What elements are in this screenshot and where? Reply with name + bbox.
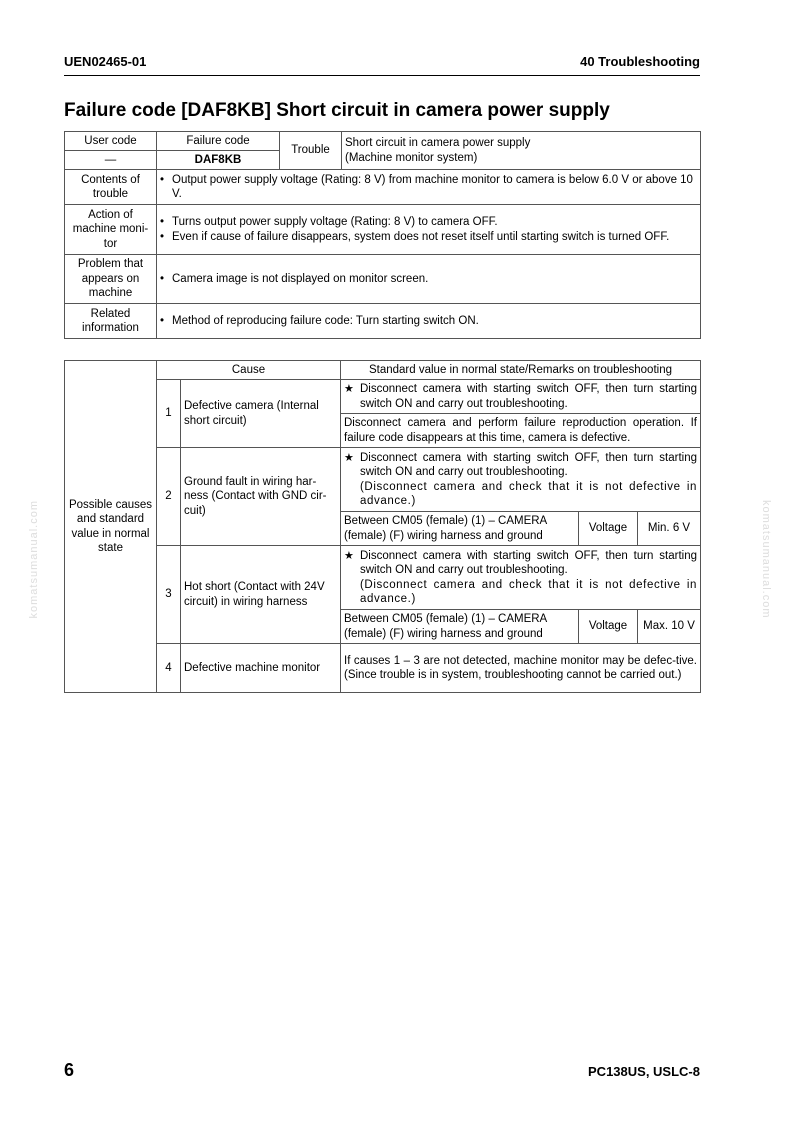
model-name: PC138US, USLC-8 [588, 1064, 700, 1079]
user-code-label: User code [65, 132, 157, 151]
cause-4-remark: If causes 1 – 3 are not detected, machine monitor may be defec-tive. (Since trouble is in system, troubleshooting cannot be carried out.) [341, 644, 701, 693]
cause-1-procedure: ★ Disconnect camera with starting switch OFF, then turn starting switch ON and carry out troubleshooting. [341, 380, 701, 414]
row-action-of-monitor: • Turns output power supply voltage (Rating: 8 V) to camera OFF. • Even if cause of failure disappears, system does not reset itself until starting switch is turned OFF. [157, 205, 701, 255]
star-icon: ★ [344, 451, 354, 464]
measurement-point: Between CM05 (female) (1) – CAMERA (female) (F) wiring harness and ground [341, 512, 579, 546]
watermark-left: komatsumanual.com [28, 500, 40, 619]
row-label-problem: Problem that appears on machine [65, 255, 157, 304]
page-title: Failure code [DAF8KB] Short circuit in camera power supply [64, 100, 610, 121]
standard-value: Max. 10 V [638, 610, 701, 644]
row-label-action: Action of machine moni-tor [65, 205, 157, 255]
possible-causes-table [64, 360, 701, 693]
row-contents-of-trouble: • Output power supply voltage (Rating: 8 V) from machine monitor to camera is below 6.0 V or above 10 V. [157, 170, 701, 205]
cause-number: 1 [157, 380, 181, 448]
row-label-contents: Contents of trouble [65, 170, 157, 205]
row-problem-on-machine: • Camera image is not displayed on monitor screen. [157, 255, 701, 304]
row-label-related: Related information [65, 304, 157, 339]
list-item: Output power supply voltage (Rating: 8 V) from machine monitor to camera is below 6.0 V or above 10 V. [172, 173, 693, 200]
cause-description: Ground fault in wiring har-ness (Contact with GND cir-cuit) [181, 448, 341, 546]
list-item: Camera image is not displayed on monitor screen. [172, 272, 429, 285]
cause-number: 3 [157, 546, 181, 644]
section-title: 40 Troubleshooting [580, 54, 700, 69]
failure-code-label: Failure code [157, 132, 280, 151]
cause-number: 2 [157, 448, 181, 546]
measurement-item: Voltage [579, 610, 638, 644]
cause-2-procedure: ★ Disconnect camera with starting switch OFF, then turn starting switch ON and carry out troubleshooting. (Disconnect camera and check that it is not defective in advance.) [341, 448, 701, 512]
trouble-label: Trouble [280, 132, 342, 170]
cause-3-procedure: ★ Disconnect camera with starting switch OFF, then turn starting switch ON and carry out troubleshooting. (Disconnect camera and check that it is not defective in advance.) [341, 546, 701, 610]
header-rule [64, 75, 700, 76]
cause-description: Defective machine monitor [181, 644, 341, 693]
failure-code-value: DAF8KB [157, 151, 280, 170]
cause-1-remark: Disconnect camera and perform failure reproduction operation. If failure code disappears at this time, camera is defective. [341, 414, 701, 448]
measurement-item: Voltage [579, 512, 638, 546]
list-item: Turns output power supply voltage (Rating: 8 V) to camera OFF. [172, 216, 498, 228]
failure-info-table [64, 131, 701, 339]
row-related-information: • Method of reproducing failure code: Turn starting switch ON. [157, 304, 701, 339]
standard-value: Min. 6 V [638, 512, 701, 546]
trouble-text-line-1: Short circuit in camera power supply [345, 137, 531, 149]
trouble-text-line-2: (Machine monitor system) [345, 151, 478, 164]
cause-description: Hot short (Contact with 24V circuit) in wiring harness [181, 546, 341, 644]
measurement-point: Between CM05 (female) (1) – CAMERA (female) (F) wiring harness and ground [341, 610, 579, 644]
cause-number: 4 [157, 644, 181, 693]
watermark-right: komatsumanual.com [760, 500, 772, 619]
remarks-header: Standard value in normal state/Remarks on troubleshooting [341, 361, 701, 380]
cause-header: Cause [157, 361, 341, 380]
list-item: Method of reproducing failure code: Turn starting switch ON. [172, 314, 479, 327]
list-item: Even if cause of failure disappears, system does not reset itself until starting switch is turned OFF. [172, 230, 670, 243]
cause-description: Defective camera (Internal short circuit) [181, 380, 341, 448]
possible-causes-label: Possible causes and standard value in normal state [65, 361, 157, 693]
star-icon: ★ [344, 383, 354, 395]
trouble-description [342, 132, 701, 170]
user-code-value: — [65, 151, 157, 170]
page-number: 6 [64, 1060, 75, 1080]
document-code: UEN02465-01 [64, 54, 147, 69]
star-icon: ★ [344, 549, 354, 562]
